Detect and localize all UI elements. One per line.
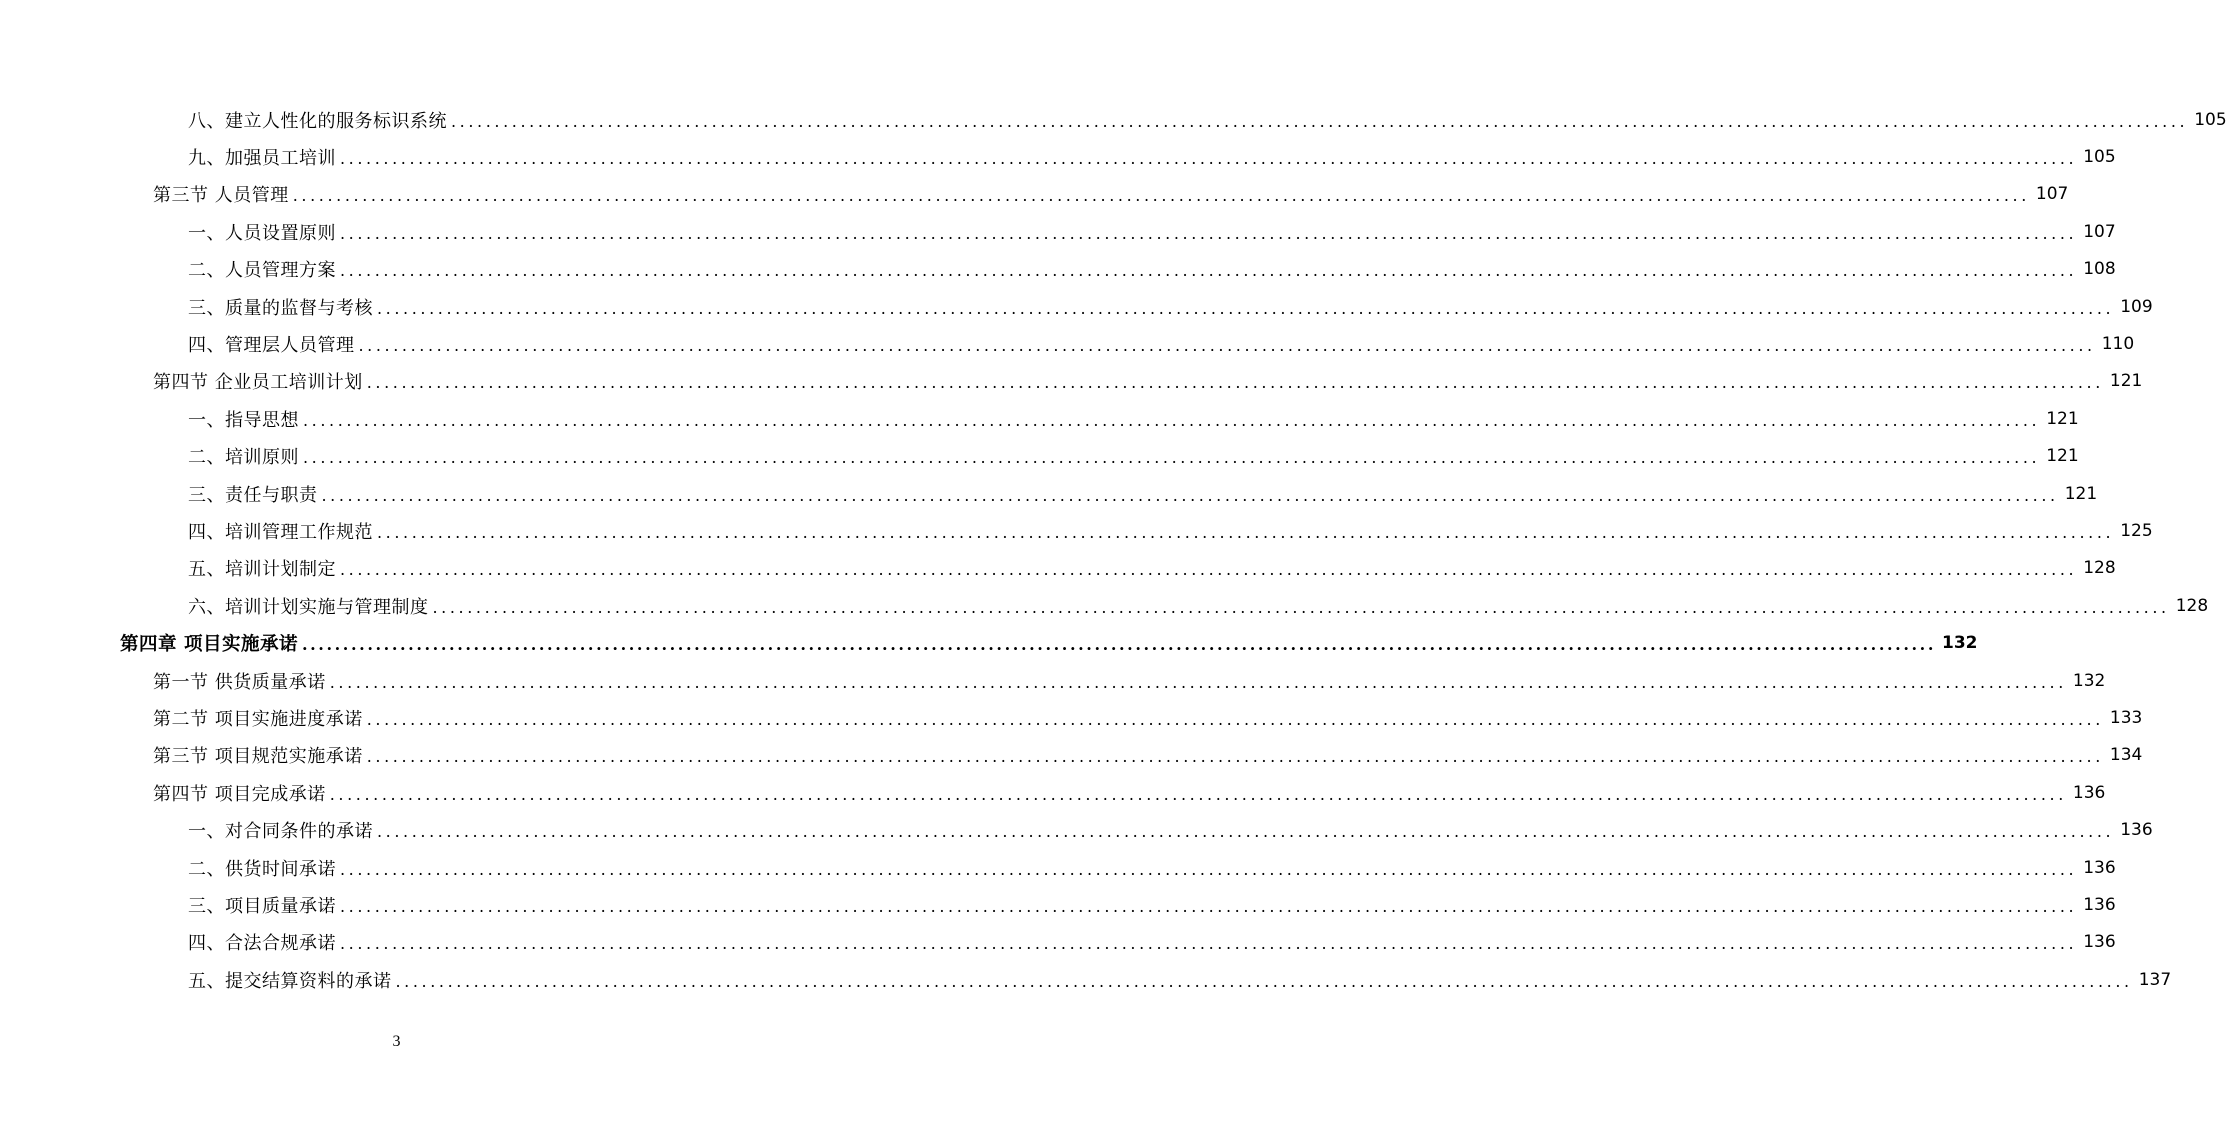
toc-dot-leader: ........................................................................................................................................................................................................: [329, 784, 2067, 804]
table-of-contents: [0, 101, 2227, 998]
toc-entry-page: 136: [2120, 820, 2153, 841]
toc-dot-leader: ........................................................................................................................................................................................................: [340, 223, 2078, 243]
toc-entry-title: 五、培训计划制定: [188, 559, 336, 581]
toc-entry[interactable]: [0, 774, 2106, 811]
toc-entry-title: 三、质量的监督与考核: [188, 297, 373, 319]
toc-entry-page: 128: [2175, 595, 2209, 616]
toc-entry[interactable]: [0, 176, 2069, 213]
toc-entry[interactable]: [0, 737, 2143, 774]
toc-dot-leader: ........................................................................................................................................................................................................: [451, 111, 2189, 131]
toc-entry-title: 第四节 项目完成承诺: [153, 783, 326, 805]
toc-entry-page: 125: [2120, 520, 2153, 541]
toc-dot-leader: ........................................................................................................................................................................................................: [329, 672, 2067, 692]
toc-entry-title: 九、加强员工培训: [188, 148, 336, 170]
toc-entry-title: 四、管理层人员管理: [188, 335, 355, 357]
toc-entry-page: 105: [2194, 109, 2227, 130]
toc-entry[interactable]: [0, 251, 2116, 288]
toc-dot-leader: ........................................................................................................................................................................................................: [358, 336, 2096, 356]
toc-entry-page: 136: [2083, 894, 2116, 915]
toc-entry[interactable]: [0, 325, 2135, 362]
toc-entry-page: 128: [2083, 558, 2116, 579]
toc-entry[interactable]: [0, 924, 2116, 961]
toc-entry[interactable]: [0, 550, 2116, 587]
toc-entry[interactable]: [0, 363, 2143, 400]
toc-entry-page: 132: [2072, 670, 2106, 691]
toc-dot-leader: ........................................................................................................................................................................................................: [340, 896, 2078, 916]
toc-dot-leader: ........................................................................................................................................................................................................: [340, 261, 2078, 281]
toc-entry-page: 132: [1942, 633, 1978, 654]
toc-dot-leader: ........................................................................................................................................................................................................: [340, 560, 2078, 580]
toc-entry[interactable]: [0, 587, 2209, 624]
toc-dot-leader: ........................................................................................................................................................................................................: [366, 709, 2104, 729]
toc-entry-page: 133: [2109, 707, 2143, 728]
toc-entry-title: 二、供货时间承诺: [188, 858, 336, 880]
toc-dot-leader: ........................................................................................................................................................................................................: [366, 747, 2104, 767]
toc-dot-leader: ........................................................................................................................................................................................................: [303, 410, 2041, 430]
toc-entry[interactable]: [0, 400, 2079, 437]
toc-entry-page: 121: [2046, 446, 2079, 467]
toc-entry-title: 一、对合同条件的承诺: [188, 821, 373, 843]
toc-entry[interactable]: [0, 138, 2116, 175]
toc-dot-leader: ........................................................................................................................................................................................................: [303, 448, 2041, 468]
toc-dot-leader: ........................................................................................................................................................................................................: [321, 485, 2059, 505]
toc-entry-page: 108: [2083, 259, 2116, 280]
toc-entry[interactable]: [0, 475, 2098, 512]
toc-dot-leader: ........................................................................................................................................................................................................: [432, 597, 2170, 617]
toc-entry-page: 121: [2064, 483, 2098, 504]
page-number: 3: [392, 1033, 401, 1050]
toc-entry-page: 136: [2083, 857, 2116, 878]
toc-entry-title: 第四章 项目实施承诺: [120, 634, 298, 656]
toc-entry[interactable]: [0, 624, 1978, 661]
toc-entry-page: 105: [2083, 147, 2116, 168]
toc-entry[interactable]: [0, 438, 2079, 475]
toc-entry-title: 第三节 人员管理: [153, 185, 289, 207]
toc-entry-page: 121: [2109, 371, 2143, 392]
toc-dot-leader: ........................................................................................................................................................................................................: [340, 859, 2078, 879]
toc-entry[interactable]: [0, 961, 2172, 998]
toc-dot-leader: ........................................................................................................................................................................................................: [377, 298, 2115, 318]
toc-entry-page: 107: [2083, 221, 2116, 242]
toc-entry[interactable]: [0, 849, 2116, 886]
toc-dot-leader: ........................................................................................................................................................................................................: [340, 149, 2078, 169]
toc-entry-title: 第一节 供货质量承诺: [153, 671, 326, 693]
toc-entry[interactable]: [0, 288, 2153, 325]
toc-dot-leader: ........................................................................................................................................................................................................: [301, 635, 1937, 655]
toc-entry-page: 109: [2120, 296, 2153, 317]
toc-entry-title: 第三节 项目规范实施承诺: [153, 746, 363, 768]
toc-entry-page: 137: [2138, 969, 2172, 990]
toc-entry-title: 第二节 项目实施进度承诺: [153, 708, 363, 730]
toc-entry-title: 二、人员管理方案: [188, 260, 336, 282]
toc-entry[interactable]: [0, 662, 2106, 699]
toc-entry-title: 六、培训计划实施与管理制度: [188, 596, 429, 618]
toc-entry-page: 107: [2035, 184, 2069, 205]
toc-entry-title: 四、合法合规承诺: [188, 933, 336, 955]
toc-entry-page: 121: [2046, 408, 2079, 429]
toc-dot-leader: ........................................................................................................................................................................................................: [377, 822, 2115, 842]
toc-dot-leader: ........................................................................................................................................................................................................: [340, 934, 2078, 954]
toc-entry[interactable]: [0, 811, 2153, 848]
toc-entry[interactable]: [0, 101, 2227, 138]
toc-list: [0, 101, 2227, 998]
toc-dot-leader: ........................................................................................................................................................................................................: [395, 971, 2133, 991]
toc-entry-title: 三、责任与职责: [188, 484, 318, 506]
toc-entry-title: 一、人员设置原则: [188, 222, 336, 244]
toc-entry-page: 134: [2109, 745, 2143, 766]
toc-entry[interactable]: [0, 699, 2143, 736]
toc-entry[interactable]: [0, 886, 2116, 923]
toc-entry-page: 136: [2083, 932, 2116, 953]
toc-entry-title: 二、培训原则: [188, 447, 299, 469]
toc-dot-leader: ........................................................................................................................................................................................................: [292, 186, 2030, 206]
toc-entry-title: 第四节 企业员工培训计划: [153, 372, 363, 394]
toc-dot-leader: ........................................................................................................................................................................................................: [377, 522, 2115, 542]
toc-entry-title: 八、建立人性化的服务标识系统: [188, 110, 447, 132]
toc-entry-title: 三、项目质量承诺: [188, 895, 336, 917]
toc-entry[interactable]: [0, 213, 2116, 250]
toc-entry-page: 136: [2072, 782, 2106, 803]
toc-entry-title: 五、提交结算资料的承诺: [188, 970, 392, 992]
toc-entry-title: 四、培训管理工作规范: [188, 521, 373, 543]
toc-entry-page: 110: [2101, 334, 2135, 355]
toc-dot-leader: ........................................................................................................................................................................................................: [366, 373, 2104, 393]
toc-entry-title: 一、指导思想: [188, 409, 299, 431]
toc-entry[interactable]: [0, 512, 2153, 549]
